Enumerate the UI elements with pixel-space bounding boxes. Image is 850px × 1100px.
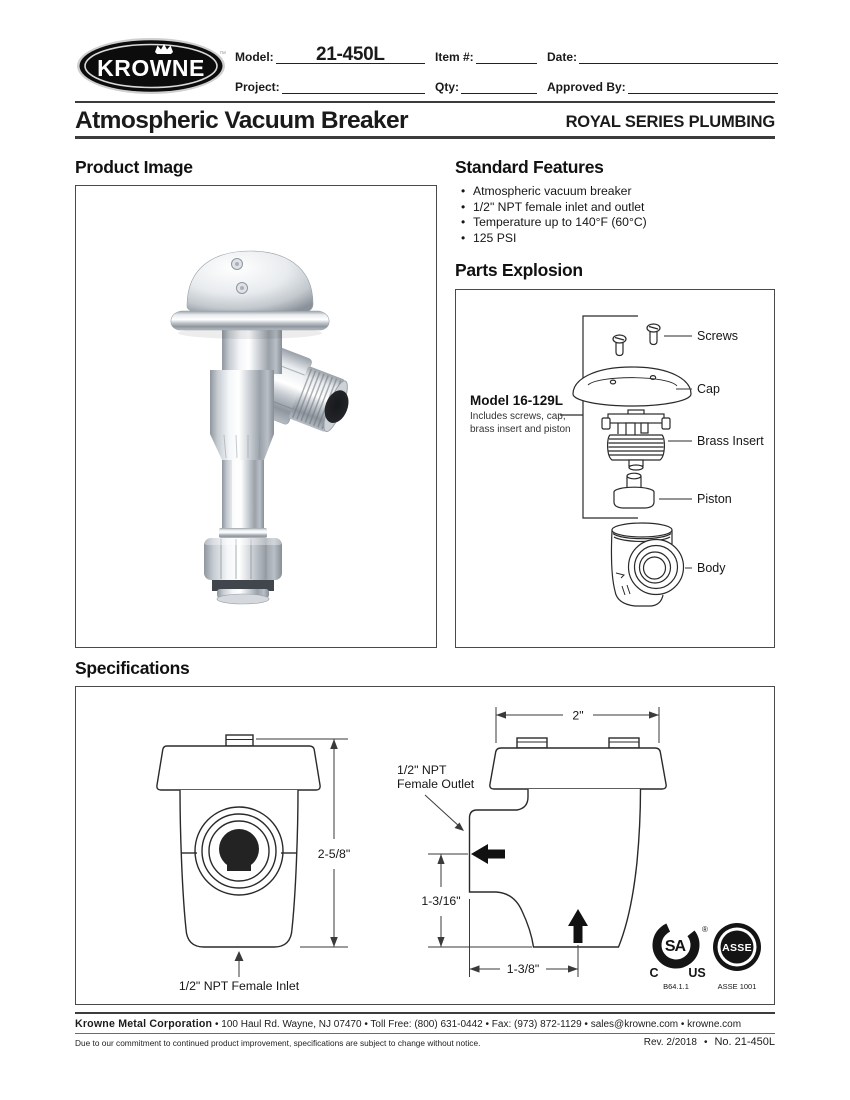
document-number: No. 21-450L xyxy=(714,1036,775,1048)
date-value-line xyxy=(579,54,778,64)
date-label: Date: xyxy=(547,50,578,64)
dim-width: 2" xyxy=(572,708,584,723)
piston-part xyxy=(614,473,654,508)
revision-line xyxy=(644,1036,775,1048)
valve-cap-dome xyxy=(187,251,313,312)
valve-taper xyxy=(210,434,274,460)
model-label: Model: xyxy=(235,50,274,64)
registered-symbol: ® xyxy=(702,925,708,934)
footer-divider-top xyxy=(75,1012,775,1014)
label-body: Body xyxy=(697,561,726,575)
series-title: ROYAL SERIES PLUMBING xyxy=(565,113,775,131)
kit-model-note-2: brass insert and piston xyxy=(470,424,571,435)
valve-cap-flare xyxy=(171,311,329,330)
header-form xyxy=(235,40,778,98)
project-label: Project: xyxy=(235,80,280,94)
dim-inlet-width: 1-3/8" xyxy=(506,962,540,976)
product-image-heading: Product Image xyxy=(75,157,193,177)
feature-item: • 125 PSI xyxy=(460,231,772,247)
specifications-heading: Specifications xyxy=(75,658,190,678)
valve-tube xyxy=(222,460,264,534)
revision-date: Rev. 2/2018 xyxy=(643,1037,697,1048)
csa-standard: B64.1.1 xyxy=(663,982,689,991)
label-screws: Screws xyxy=(697,329,738,343)
page-title: Atmospheric Vacuum Breaker xyxy=(75,107,408,134)
label-piston: Piston xyxy=(697,492,732,506)
brand-logo xyxy=(75,36,227,96)
item-value-line xyxy=(476,54,537,64)
cap-part xyxy=(573,367,691,406)
specifications-box xyxy=(75,686,775,1005)
asse-standard: ASSE 1001 xyxy=(717,982,757,991)
parts-explosion-diagram xyxy=(456,290,773,646)
kit-model-note-1: Includes screws, cap, xyxy=(470,411,566,422)
standard-features-list xyxy=(460,184,772,246)
project-field xyxy=(235,70,425,94)
dim-inlet-label: 1/2" NPT Female Inlet xyxy=(178,979,300,993)
model-field xyxy=(235,40,425,64)
feature-item: • Atmospheric vacuum breaker xyxy=(460,184,772,200)
dim-outlet-label-2: Female Outlet xyxy=(397,777,475,791)
approved-value-line xyxy=(628,84,778,94)
footer-company: Krowne Metal Corporation xyxy=(75,1018,213,1030)
model-value-line xyxy=(276,44,425,64)
dim-outlet-height: 1-3/16" xyxy=(421,894,461,908)
parts-explosion-box xyxy=(455,289,775,648)
kit-model-title: Model 16-129L xyxy=(470,393,564,408)
project-value-line xyxy=(282,84,425,94)
footer-disclaimer: Due to our commitment to continued product improvement, specifications are subject to change without notice. xyxy=(75,1038,481,1048)
standard-features-heading: Standard Features xyxy=(455,157,604,177)
approved-field xyxy=(547,70,778,94)
item-field xyxy=(435,40,537,64)
date-field xyxy=(547,40,778,64)
front-view-drawing xyxy=(157,735,320,947)
label-brass-insert: Brass Insert xyxy=(697,434,764,448)
approved-label: Approved By: xyxy=(547,80,626,94)
bullet-separator: • xyxy=(703,1037,708,1048)
feature-item: • 1/2" NPT female inlet and outlet xyxy=(460,200,772,216)
brass-insert-part xyxy=(602,410,670,470)
product-photo xyxy=(76,186,435,646)
qty-field xyxy=(435,70,537,94)
csa-us-text: US xyxy=(688,966,706,980)
footer-divider-bottom xyxy=(75,1033,775,1034)
csa-c-text: C xyxy=(649,966,659,980)
header-divider xyxy=(75,101,775,103)
dim-height: 2-5/8" xyxy=(317,847,351,861)
trademark-symbol: ™ xyxy=(219,51,226,58)
title-divider xyxy=(75,136,775,139)
asse-mark xyxy=(713,923,761,991)
side-view-drawing xyxy=(470,738,667,947)
footer-contact: • 100 Haul Rd. Wayne, NJ 07470 • Toll Free: (800) 631-0442 • Fax: (973) 872-1129 • sales@krowne.com • krowne.com xyxy=(215,1019,742,1030)
valve-body xyxy=(210,370,274,434)
asse-text: ASSE xyxy=(722,942,752,954)
label-cap: Cap xyxy=(697,382,720,396)
qty-value-line xyxy=(461,84,537,94)
qty-label: Qty: xyxy=(435,80,459,94)
body-part xyxy=(611,523,683,606)
csa-mark xyxy=(649,918,708,991)
parts-explosion-heading: Parts Explosion xyxy=(455,260,583,280)
dimension-drawings xyxy=(76,687,773,1003)
csa-sa-text: SA xyxy=(664,938,686,955)
item-label: Item #: xyxy=(435,50,474,64)
dim-outlet-label-1: 1/2" NPT xyxy=(397,763,447,777)
model-value: 21-450L xyxy=(316,44,385,65)
feature-item: • Temperature up to 140°F (60°C) xyxy=(460,215,772,231)
footer-contact-line xyxy=(75,1018,775,1030)
brand-text: KROWNE xyxy=(97,55,205,81)
product-image-box xyxy=(75,185,437,648)
screws-part xyxy=(613,324,660,356)
